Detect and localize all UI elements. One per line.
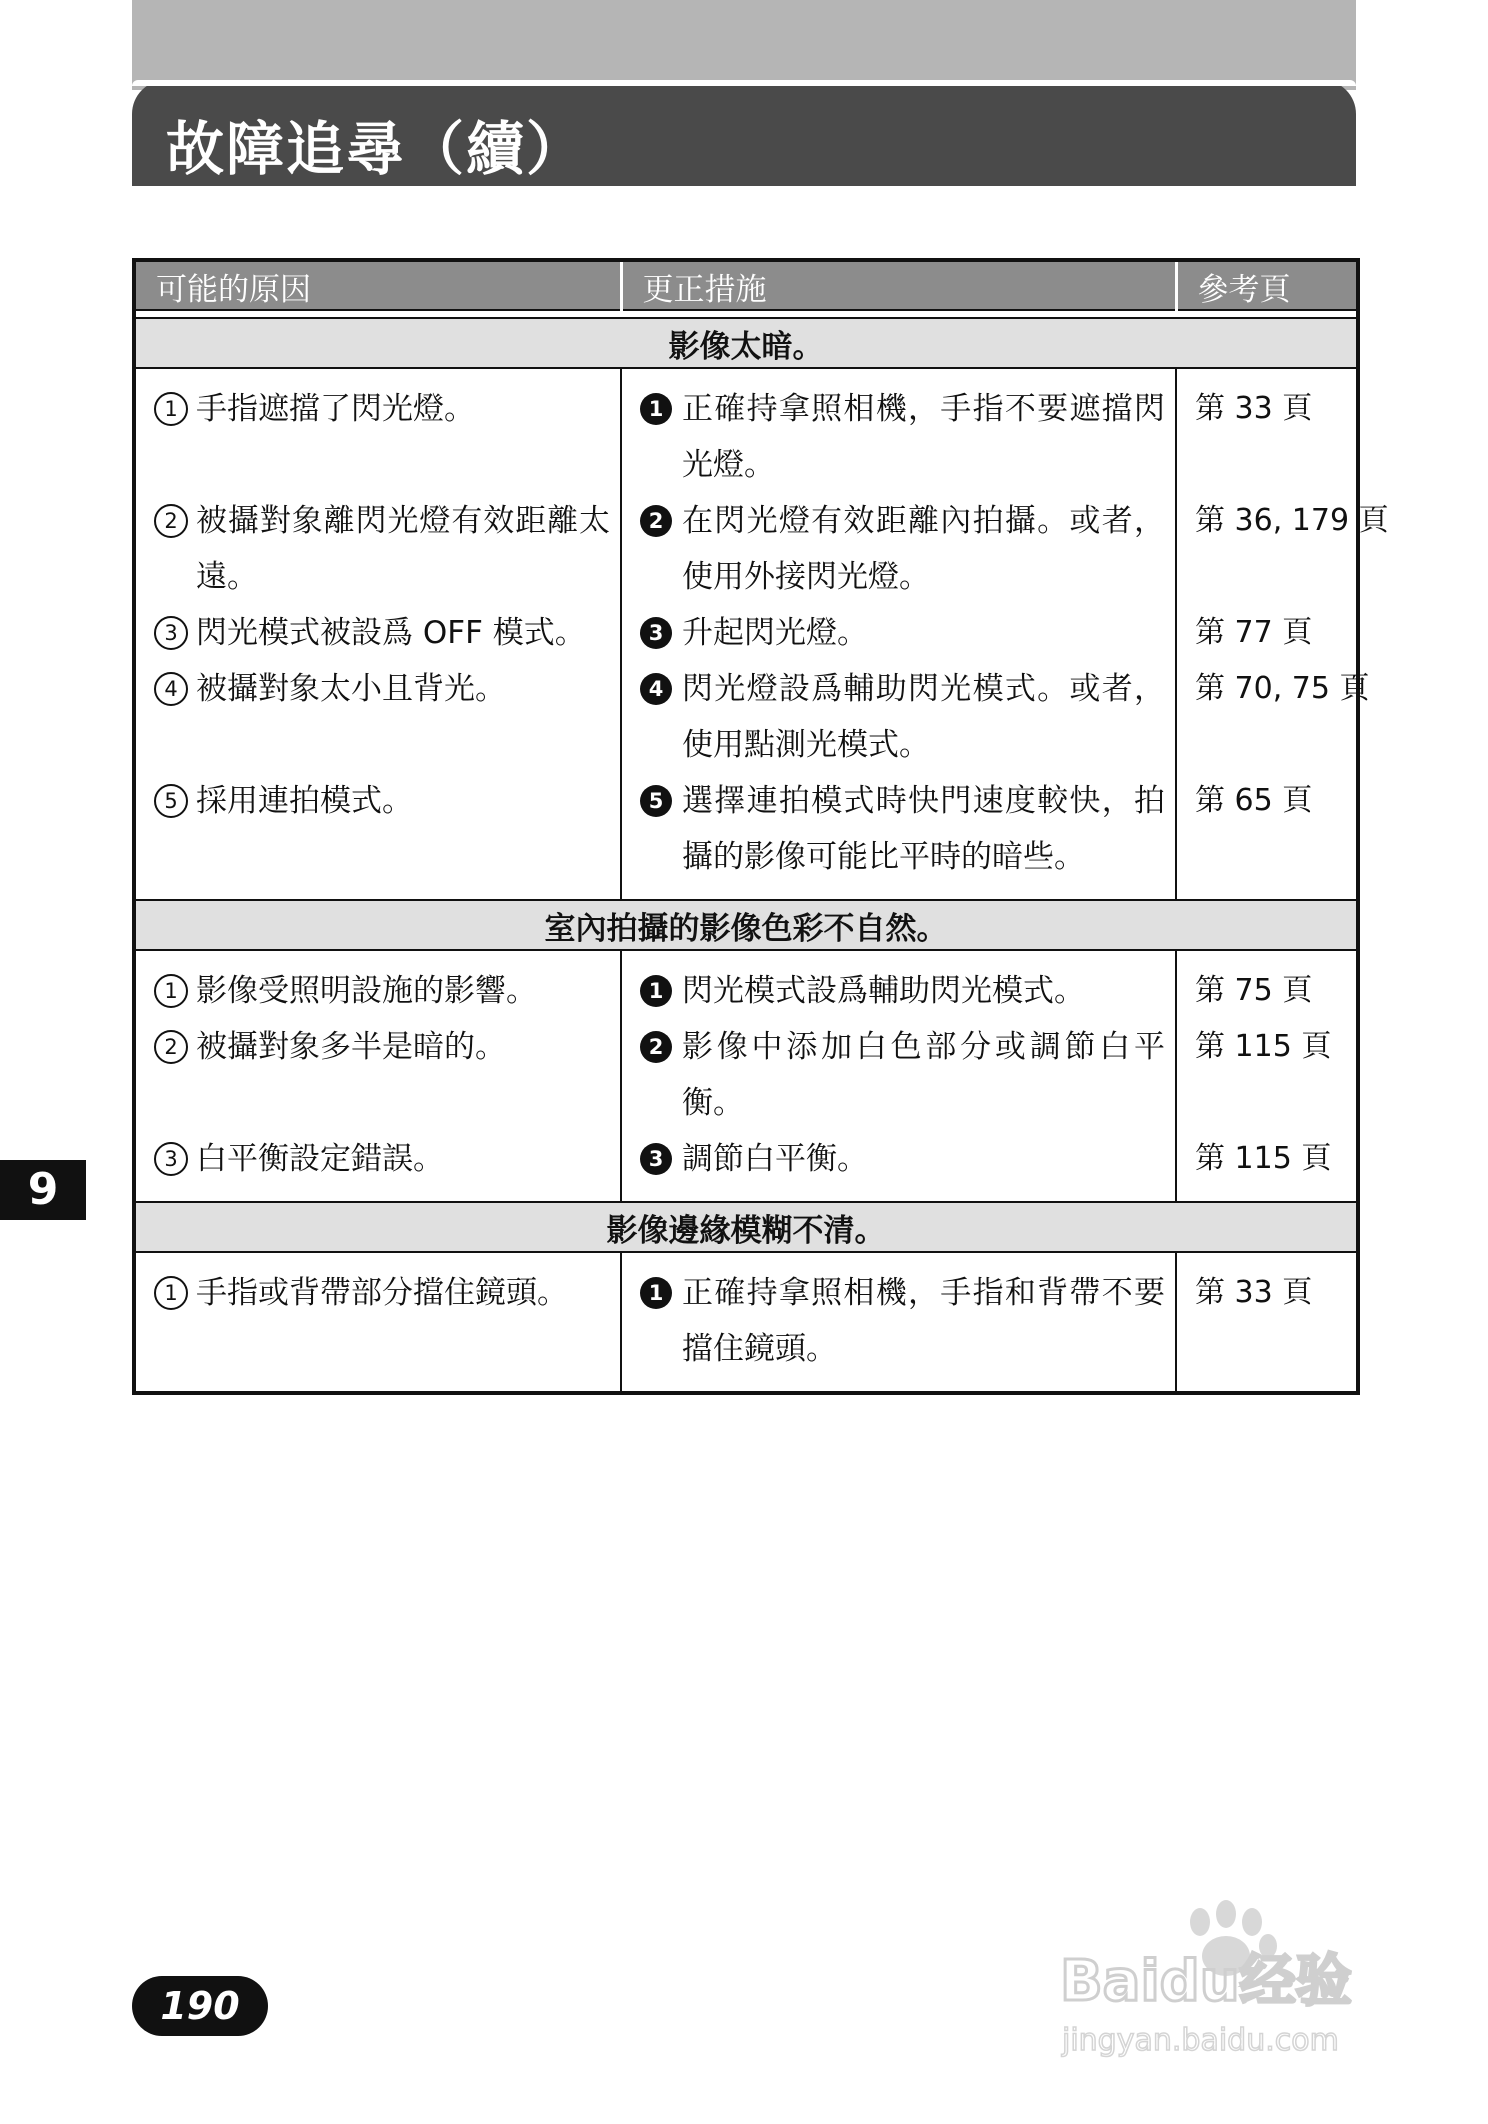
cause-item xyxy=(154,1265,610,1321)
baidu-jingyan-watermark xyxy=(1050,1900,1410,2070)
chapter-tab: 9 xyxy=(0,1160,86,1220)
ref-text: 第 115 頁 xyxy=(1195,1141,1332,1176)
fix-item xyxy=(640,963,1165,1019)
section-body xyxy=(134,368,1358,900)
fix-item xyxy=(640,1131,1165,1187)
cause-text: 閃光模式被設爲 OFF 模式。 xyxy=(196,615,586,651)
ref-text: 第 33 頁 xyxy=(1195,391,1313,426)
cause-text: 影像受照明設施的影響。 xyxy=(196,973,537,1009)
fix-text: 在閃光燈有效距離內拍攝。或者，使用外接閃光燈。 xyxy=(682,503,1165,595)
cause-cell xyxy=(134,950,621,1202)
fix-text: 正確持拿照相機，手指和背帶不要擋住鏡頭。 xyxy=(682,1275,1165,1367)
fix-text: 閃光模式設爲輔助閃光模式。 xyxy=(682,973,1085,1009)
table-header-row xyxy=(134,260,1358,310)
cause-item xyxy=(154,381,610,437)
cause-item xyxy=(154,493,610,605)
fix-number: 5 xyxy=(640,785,672,817)
section-body xyxy=(134,1252,1358,1393)
fix-cell xyxy=(621,950,1176,1202)
fix-number: 3 xyxy=(640,617,672,649)
cause-cell xyxy=(134,368,621,900)
cause-text: 被攝對象多半是暗的。 xyxy=(196,1029,506,1065)
section-heading-row xyxy=(134,1202,1358,1252)
fix-number: 2 xyxy=(640,505,672,537)
page-title: 故障追尋（續） xyxy=(166,115,587,183)
header-fix: 更正措施 xyxy=(621,260,1176,310)
cause-number: 4 xyxy=(154,672,188,706)
ref-text: 第 75 頁 xyxy=(1195,973,1313,1008)
ref-text: 第 70, 75 頁 xyxy=(1195,671,1370,706)
cause-number: 1 xyxy=(154,392,188,426)
fix-text: 閃光燈設爲輔助閃光模式。或者，使用點測光模式。 xyxy=(682,671,1165,763)
header-ref: 參考頁 xyxy=(1176,260,1358,310)
cause-item xyxy=(154,605,610,661)
ref-cell xyxy=(1176,950,1358,1202)
cause-text: 白平衡設定錯誤。 xyxy=(196,1141,444,1177)
troubleshooting-table xyxy=(132,258,1389,1395)
cause-text: 被攝對象太小且背光。 xyxy=(196,671,506,707)
fix-number: 3 xyxy=(640,1143,672,1175)
cause-text: 採用連拍模式。 xyxy=(196,783,413,819)
fix-number: 1 xyxy=(640,393,672,425)
fix-item xyxy=(640,661,1165,773)
fix-item xyxy=(640,773,1165,885)
page-number: 190 xyxy=(132,1976,268,2036)
title-bar xyxy=(132,80,1356,192)
fix-item xyxy=(640,605,1165,661)
fix-number: 4 xyxy=(640,673,672,705)
cause-text: 手指遮擋了閃光燈。 xyxy=(196,391,475,427)
fix-item xyxy=(640,1019,1165,1131)
fix-item xyxy=(640,381,1165,493)
cause-item xyxy=(154,1131,610,1187)
cause-number: 2 xyxy=(154,504,188,538)
fix-cell xyxy=(621,1252,1176,1393)
section-heading: 影像邊緣模糊不清。 xyxy=(134,1202,1358,1252)
cause-cell xyxy=(134,1252,621,1393)
fix-cell xyxy=(621,368,1176,900)
section-body xyxy=(134,950,1358,1202)
section-heading-row xyxy=(134,318,1358,368)
fix-text: 選擇連拍模式時快門速度較快，拍攝的影像可能比平時的暗些。 xyxy=(682,783,1165,875)
cause-item xyxy=(154,773,610,829)
cause-number: 5 xyxy=(154,784,188,818)
header-band xyxy=(132,0,1356,90)
fix-item xyxy=(640,1265,1165,1377)
cause-number: 1 xyxy=(154,1276,188,1310)
ref-cell xyxy=(1176,1252,1358,1393)
ref-text: 第 36, 179 頁 xyxy=(1195,503,1389,538)
fix-text: 升起閃光燈。 xyxy=(682,615,868,651)
section-heading-row xyxy=(134,900,1358,950)
fix-text: 正確持拿照相機，手指不要遮擋閃光燈。 xyxy=(682,391,1165,483)
cause-number: 2 xyxy=(154,1030,188,1064)
cause-text: 手指或背帶部分擋住鏡頭。 xyxy=(196,1275,568,1311)
ref-text: 第 65 頁 xyxy=(1195,783,1313,818)
ref-cell xyxy=(1176,368,1389,900)
fix-text: 調節白平衡。 xyxy=(682,1141,868,1177)
fix-number: 1 xyxy=(640,975,672,1007)
cause-number: 1 xyxy=(154,974,188,1008)
ref-text: 第 115 頁 xyxy=(1195,1029,1332,1064)
fix-number: 1 xyxy=(640,1277,672,1309)
cause-number: 3 xyxy=(154,1142,188,1176)
cause-item xyxy=(154,963,610,1019)
fix-number: 2 xyxy=(640,1031,672,1063)
watermark-brand: Baidu经验 xyxy=(1060,1949,1352,2014)
cause-item xyxy=(154,661,610,717)
fix-text: 影像中添加白色部分或調節白平衡。 xyxy=(682,1029,1165,1121)
fix-item xyxy=(640,493,1165,605)
ref-text: 第 33 頁 xyxy=(1195,1275,1313,1310)
header-gap xyxy=(134,310,1358,318)
ref-text: 第 77 頁 xyxy=(1195,615,1313,650)
section-heading: 影像太暗。 xyxy=(134,318,1358,368)
cause-text: 被攝對象離閃光燈有效距離太遠。 xyxy=(196,503,610,595)
section-heading: 室內拍攝的影像色彩不自然。 xyxy=(134,900,1358,950)
watermark-url: jingyan.baidu.com xyxy=(1062,2023,1339,2058)
header-cause: 可能的原因 xyxy=(134,260,621,310)
cause-number: 3 xyxy=(154,616,188,650)
cause-item xyxy=(154,1019,610,1075)
